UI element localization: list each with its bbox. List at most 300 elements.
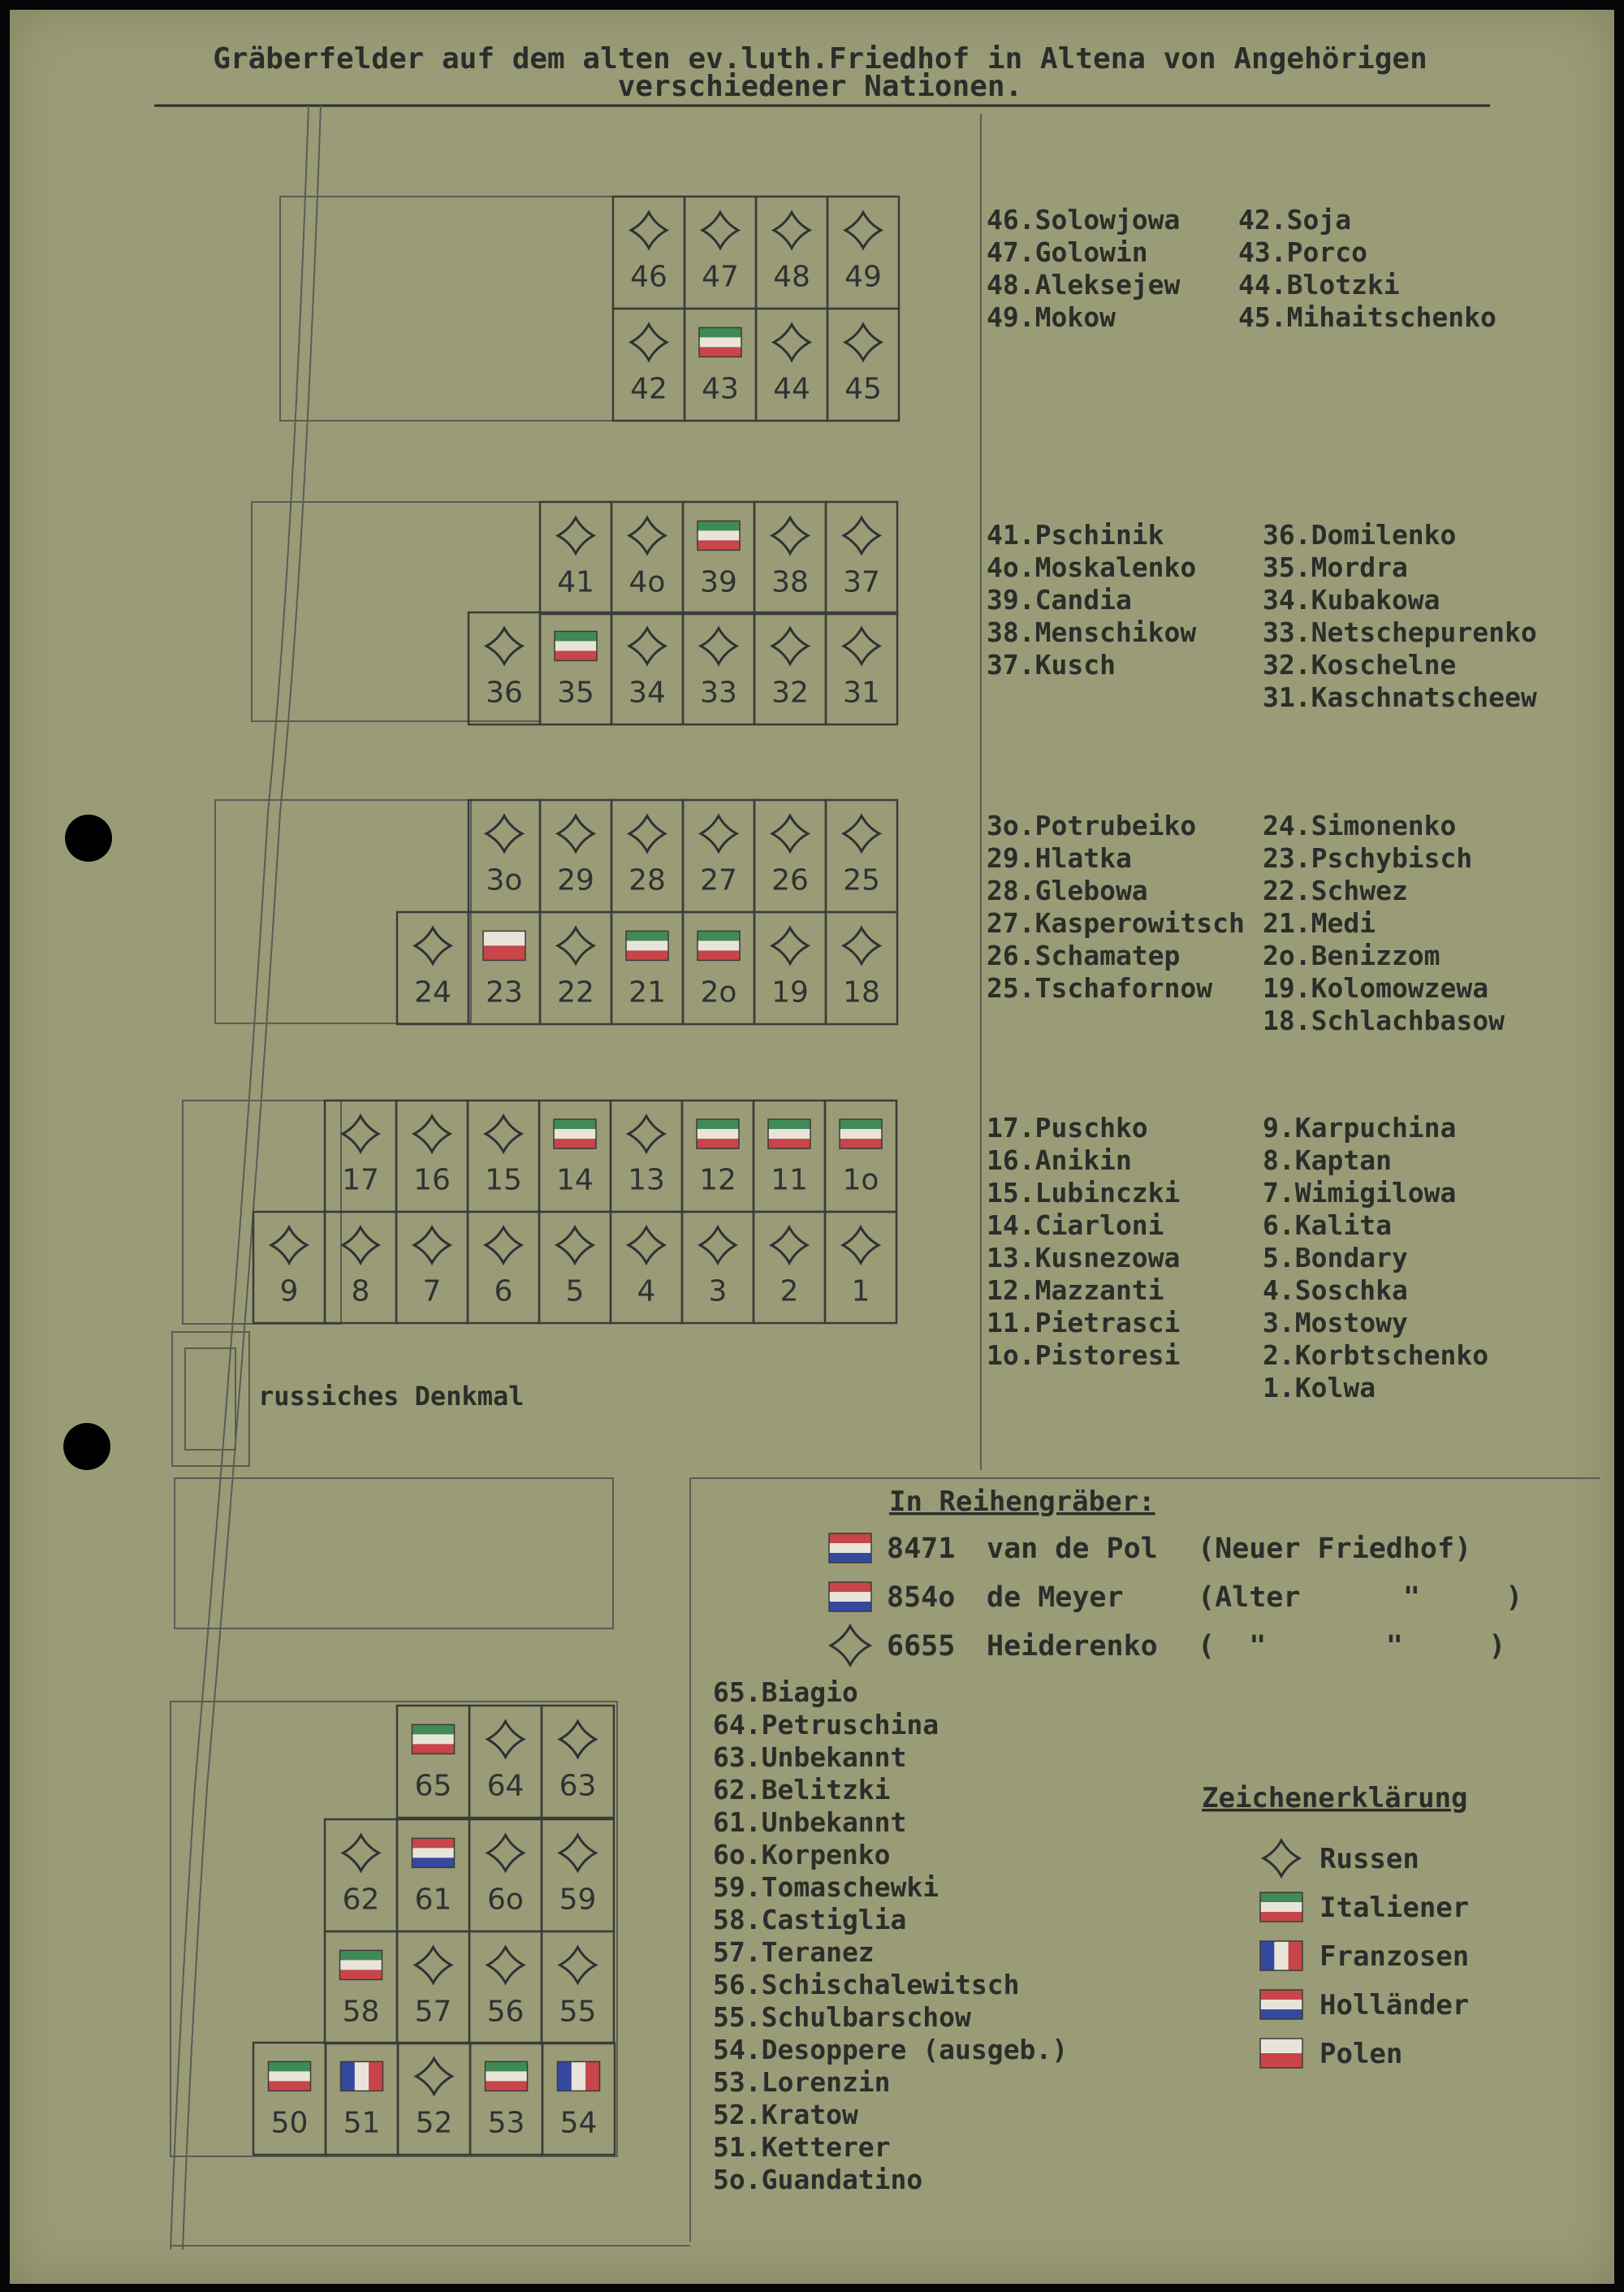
reihengraeber-list: [829, 1533, 1522, 1665]
grave-cell: [397, 1706, 469, 1818]
grave-number: 14: [556, 1163, 594, 1197]
grave-name: 18.Schlachbasow: [1263, 1005, 1505, 1036]
franzosen-flag-icon: [341, 2061, 383, 2091]
grave-name: 5.Bondary: [1263, 1242, 1408, 1274]
grave-name: 34.Kubakowa: [1263, 584, 1440, 616]
legend-label: Italiener: [1320, 1892, 1470, 1924]
russen-marker-icon: [629, 815, 665, 851]
grave-name: 59.Tomaschewki: [713, 1871, 939, 1903]
grave-cell: [754, 1212, 825, 1323]
grave-number: 12: [699, 1163, 736, 1197]
reihengrab-entry: [831, 1626, 1505, 1665]
grave-name: 42.Soja: [1238, 204, 1352, 236]
grave-cell: [611, 612, 683, 724]
grave-number: 36: [486, 676, 523, 710]
grave-cell: [611, 912, 683, 1024]
italiener-flag-icon: [412, 1724, 455, 1754]
grave-name: 7.Wimigilowa: [1263, 1177, 1457, 1209]
grave-cell: [469, 1706, 542, 1818]
grave-cell: [611, 800, 683, 912]
grave-name: 27.Kasperowitsch: [987, 907, 1245, 939]
grave-name: 23.Pschybisch: [1263, 842, 1473, 874]
grave-cell: [469, 912, 540, 1024]
grave-name: 33.Netschepurenko: [1263, 616, 1537, 648]
grave-number: 11: [771, 1163, 808, 1197]
grave-cell: [683, 800, 754, 912]
grave-cell: [682, 1101, 754, 1212]
grave-name: 12.Mazzanti: [987, 1274, 1164, 1306]
grave-number: 27: [700, 863, 737, 897]
russen-marker-icon: [486, 1116, 521, 1152]
legend-label: Polen: [1320, 2038, 1403, 2070]
path-outline: [183, 106, 321, 2250]
grave-name: 43.Porco: [1238, 236, 1367, 268]
russen-marker-icon: [558, 815, 594, 851]
grave-number: 26: [771, 863, 809, 897]
grave-cell: [398, 2043, 470, 2155]
russen-marker-icon: [701, 628, 736, 664]
grave-number: 7: [422, 1274, 442, 1308]
grave-name: 44.Blotzki: [1238, 269, 1400, 301]
russen-marker-icon: [488, 1947, 524, 1983]
grave-name: 52.Kratow: [713, 2099, 858, 2130]
russen-marker-icon: [417, 2058, 452, 2094]
grave-number: 13: [628, 1163, 665, 1197]
grave-name: 56.Schischalewitsch: [713, 1969, 1020, 2000]
russen-marker-icon: [557, 1227, 593, 1263]
path-outline: [171, 106, 309, 2250]
grave-number: 17: [342, 1163, 379, 1197]
grave-number: 29: [557, 863, 594, 897]
grave-cell: [826, 612, 897, 724]
grave-cell: [682, 1212, 754, 1323]
grave-cell: [754, 502, 826, 614]
grave-cell: [683, 502, 754, 614]
russen-marker-icon: [700, 1227, 736, 1263]
grave-name: 3o.Potrubeiko: [987, 810, 1197, 841]
hollaender-flag-icon: [1260, 1990, 1302, 2019]
grave-name: 64.Petruschina: [713, 1709, 939, 1741]
grave-number: 44: [773, 372, 810, 406]
grave-name: 63.Unbekannt: [713, 1741, 907, 1773]
russen-marker-icon: [844, 628, 879, 664]
grave-number: 19: [771, 975, 809, 1010]
grave-name: 46.Solowjowa: [987, 204, 1181, 236]
italiener-flag-icon: [698, 521, 740, 550]
grave-cell: [826, 912, 897, 1024]
franzosen-flag-icon: [1260, 1941, 1302, 1970]
italiener-flag-icon: [626, 931, 668, 960]
grave-number: 63: [559, 1769, 597, 1803]
grave-name: 17.Puschko: [987, 1112, 1148, 1144]
grave-number: 4o: [628, 565, 666, 599]
grave-number: 28: [628, 863, 666, 897]
grave-name: 58.Castiglia: [713, 1904, 907, 1935]
russen-marker-icon: [772, 517, 808, 553]
grave-cell: [754, 1101, 825, 1212]
grave-number: 61: [414, 1883, 452, 1917]
grave-cell: [756, 309, 827, 421]
grave-number: 59: [559, 1883, 597, 1917]
grave-number: 52: [415, 2106, 453, 2140]
grave-number: 21: [628, 975, 666, 1010]
grave-cell: [325, 1819, 397, 1931]
grave-name: van de Pol: [987, 1533, 1158, 1565]
russen-marker-icon: [558, 928, 594, 963]
grave-number: 43: [702, 372, 739, 406]
russen-marker-icon: [701, 815, 736, 851]
grave-name: 15.Lubinczki: [987, 1177, 1181, 1209]
grave-number: 58: [342, 1995, 380, 2029]
grave-register-number: 854o: [887, 1581, 956, 1614]
italiener-flag-icon: [697, 1119, 739, 1148]
grave-number: 37: [843, 565, 880, 599]
russen-marker-icon: [629, 628, 665, 664]
grave-number: 35: [557, 676, 594, 710]
grave-cell: [754, 800, 826, 912]
russen-marker-icon: [486, 628, 522, 664]
legend-item: [1260, 1892, 1469, 1924]
russen-marker-icon: [414, 1227, 450, 1263]
grave-name: 1.Kolwa: [1263, 1372, 1376, 1403]
cemetery-note: ( " " ): [1198, 1630, 1506, 1663]
grave-cell: [826, 800, 897, 912]
grave-name: 9.Karpuchina: [1263, 1112, 1457, 1144]
grave-name: 29.Hlatka: [987, 842, 1132, 874]
section-border: [175, 1478, 613, 1628]
grave-cell: [756, 197, 827, 309]
memorial-label: russiches Denkmal: [258, 1381, 525, 1412]
title-line-1: Gräberfelder auf dem alten ev.luth.Friedhof in Altena von Angehörigen: [213, 42, 1427, 76]
grave-number: 51: [343, 2106, 381, 2140]
grave-name: 51.Ketterer: [713, 2131, 891, 2163]
reihengraeber-heading: In Reihengräber:: [889, 1485, 1155, 1518]
grave-cell: [683, 912, 754, 1024]
grave-cell: [469, 1819, 542, 1931]
russen-marker-icon: [486, 815, 522, 851]
grave-number: 53: [487, 2106, 525, 2140]
grave-cell: [683, 612, 754, 724]
grave-name: 49.Mokow: [987, 301, 1116, 333]
grave-cell: [542, 1819, 614, 1931]
grave-cell: [542, 2043, 615, 2155]
hollaender-flag-icon: [829, 1533, 871, 1563]
grave-name: 61.Unbekannt: [713, 1806, 907, 1838]
section-border: [280, 197, 613, 421]
grave-number: 65: [414, 1769, 452, 1803]
grave-cell: [685, 309, 756, 421]
grave-cell: [396, 1212, 468, 1323]
grave-name: 41.Pschinik: [987, 519, 1164, 551]
russen-marker-icon: [844, 928, 879, 963]
grave-number: 54: [559, 2106, 598, 2140]
grave-cell: [825, 1212, 896, 1323]
franzosen-flag-icon: [558, 2061, 600, 2091]
grave-number: 2: [780, 1274, 799, 1308]
grave-number: 62: [342, 1883, 380, 1917]
grave-name: 6o.Korpenko: [713, 1839, 891, 1870]
grave-cell: [685, 197, 756, 309]
italiener-flag-icon: [698, 931, 740, 960]
grave-cell: [397, 1819, 469, 1931]
grave-number: 33: [700, 676, 737, 710]
russen-marker-icon: [488, 1721, 524, 1757]
grave-number: 3: [708, 1274, 728, 1308]
grave-number: 32: [771, 676, 809, 710]
grave-cell: [611, 1101, 682, 1212]
italiener-flag-icon: [699, 327, 741, 357]
grave-cell: [540, 612, 611, 724]
grave-name: 25.Tschafornow: [987, 972, 1213, 1004]
grave-name: 57.Teranez: [713, 1936, 875, 1968]
legend-label: Holländer: [1320, 1989, 1470, 2022]
grave-number: 45: [844, 372, 882, 406]
grave-number: 50: [270, 2106, 309, 2140]
title-line-2: verschiedener Nationen.: [617, 70, 1023, 103]
memorial-drawing: [172, 1332, 249, 1466]
italiener-flag-icon: [340, 1950, 382, 1979]
grave-number: 39: [700, 565, 737, 599]
russen-marker-icon: [486, 1227, 521, 1263]
grave-number: 5: [565, 1274, 585, 1308]
grave-number: 64: [486, 1769, 525, 1803]
grave-number: 47: [702, 260, 739, 294]
hollaender-flag-icon: [829, 1582, 871, 1611]
grave-cell: [469, 1931, 542, 2043]
grave-number: 23: [486, 975, 523, 1010]
russen-marker-icon: [771, 1227, 807, 1263]
legend-item: [1260, 2038, 1402, 2070]
grave-name: 36.Domilenko: [1263, 519, 1457, 551]
russen-marker-icon: [772, 628, 808, 664]
russen-marker-icon: [774, 212, 810, 248]
hollaender-flag-icon: [412, 1838, 455, 1867]
grave-name: 62.Belitzki: [713, 1774, 891, 1805]
russen-marker-icon: [631, 324, 667, 360]
grave-name: 47.Golowin: [987, 236, 1148, 268]
grave-cell: [540, 800, 611, 912]
grave-cell: [539, 1212, 611, 1323]
grave-cell: [470, 2043, 542, 2155]
legend-label: Russen: [1320, 1843, 1419, 1875]
grave-cell: [397, 912, 469, 1024]
russen-marker-icon: [343, 1227, 378, 1263]
grave-cell: [542, 1706, 614, 1818]
grave-cell: [469, 612, 540, 724]
grave-number: 57: [414, 1995, 452, 2029]
polen-flag-icon: [1260, 2039, 1302, 2068]
russen-marker-icon: [1263, 1840, 1299, 1876]
reihengrab-entry: [829, 1581, 1522, 1614]
grave-cell: [542, 1931, 614, 2043]
grave-name: 14.Ciarloni: [987, 1209, 1164, 1241]
grave-cell: [611, 1212, 682, 1323]
grave-number: 9: [279, 1274, 299, 1308]
grave-cell: [754, 612, 826, 724]
italiener-flag-icon: [486, 2061, 528, 2091]
grave-name: 19.Kolomowzewa: [1263, 972, 1489, 1004]
grave-number: 1: [851, 1274, 870, 1308]
grave-number: 24: [414, 975, 451, 1010]
italiener-flag-icon: [269, 2061, 311, 2091]
grave-cell: [540, 912, 611, 1024]
grave-name: 4o.Moskalenko: [987, 551, 1197, 583]
grave-number: 6o: [487, 1883, 524, 1917]
grave-name: 38.Menschikow: [987, 616, 1197, 648]
grave-number: 31: [843, 676, 880, 710]
italiener-flag-icon: [1260, 1892, 1302, 1922]
russen-marker-icon: [772, 928, 808, 963]
grave-number: 1o: [842, 1163, 879, 1197]
grave-cell: [468, 1212, 539, 1323]
grave-name: 24.Simonenko: [1263, 810, 1457, 841]
grave-number: 16: [413, 1163, 451, 1197]
grave-name: 2o.Benizzom: [1263, 940, 1440, 971]
italiener-flag-icon: [555, 631, 597, 660]
grave-cell: [397, 1931, 469, 2043]
grave-number: 22: [557, 975, 594, 1010]
grave-cell: [613, 197, 685, 309]
legend-item: [1263, 1840, 1419, 1876]
grave-name: 37.Kusch: [987, 649, 1116, 681]
grave-cell: [825, 1101, 896, 1212]
grave-number: 56: [486, 1995, 525, 2029]
russen-marker-icon: [560, 1835, 596, 1870]
grave-name: 3.Mostowy: [1263, 1307, 1408, 1338]
grave-name: 8.Kaptan: [1263, 1144, 1392, 1176]
grave-number: 48: [773, 260, 810, 294]
cemetery-note: (Neuer Friedhof): [1198, 1533, 1472, 1565]
russen-marker-icon: [631, 212, 667, 248]
grave-cell: [827, 197, 899, 309]
legend-heading: Zeichenerklärung: [1202, 1782, 1468, 1814]
russen-marker-icon: [844, 815, 879, 851]
grave-cell: [253, 1212, 325, 1323]
grave-cell: [540, 502, 611, 614]
section-border: [171, 1702, 617, 2156]
grave-name: 26.Schamatep: [987, 940, 1181, 971]
russen-marker-icon: [271, 1227, 307, 1263]
grave-cell: [325, 1101, 396, 1212]
grave-cell: [469, 800, 540, 912]
grave-name: 5o.Guandatino: [713, 2164, 923, 2195]
russen-marker-icon: [844, 517, 879, 553]
russen-marker-icon: [416, 1947, 451, 1983]
grave-name: 45.Mihaitschenko: [1238, 301, 1497, 333]
russen-marker-icon: [628, 1116, 664, 1152]
grave-number: 42: [630, 372, 667, 406]
grave-number: 6: [494, 1274, 513, 1308]
grave-name: 16.Anikin: [987, 1144, 1132, 1176]
grave-cell: [253, 2043, 326, 2155]
russen-marker-icon: [343, 1116, 378, 1152]
grave-number: 3o: [486, 863, 523, 897]
grave-name: 55.Schulbarschow: [713, 2001, 971, 2033]
russen-marker-icon: [414, 1116, 450, 1152]
russen-marker-icon: [774, 324, 810, 360]
grave-cell: [325, 1212, 396, 1323]
grave-cell: [325, 1931, 397, 2043]
grave-number: 46: [630, 260, 667, 294]
legend: [1260, 1840, 1469, 2070]
russen-marker-icon: [772, 815, 808, 851]
grave-name: 2.Korbtschenko: [1263, 1339, 1489, 1371]
grave-cell: [611, 502, 683, 614]
grave-number: 41: [557, 565, 594, 599]
grave-name: 54.Desoppere (ausgeb.): [713, 2034, 1069, 2065]
grave-number: 15: [485, 1163, 522, 1197]
grave-name: 31.Kaschnatscheew: [1263, 681, 1537, 713]
grave-number: 2o: [700, 975, 737, 1010]
grave-name: 28.Glebowa: [987, 875, 1148, 906]
grave-name: 22.Schwez: [1263, 875, 1408, 906]
grave-cell: [539, 1101, 611, 1212]
cemetery-note: (Alter " ): [1198, 1581, 1523, 1614]
grave-name: 48.Aleksejew: [987, 269, 1181, 301]
grave-name: 11.Pietrasci: [987, 1307, 1181, 1338]
russen-marker-icon: [702, 212, 738, 248]
grave-cell: [396, 1101, 468, 1212]
grave-cell: [826, 502, 897, 614]
italiener-flag-icon: [840, 1119, 882, 1148]
grave-register-number: 6655: [887, 1630, 956, 1663]
grave-cell: [613, 309, 685, 421]
grave-number: 4: [637, 1274, 656, 1308]
grave-number: 8: [351, 1274, 370, 1308]
polen-flag-icon: [483, 931, 525, 960]
grave-register-number: 8471: [887, 1533, 956, 1565]
russen-marker-icon: [415, 928, 451, 963]
grave-cell: [827, 309, 899, 421]
grave-name: 35.Mordra: [1263, 551, 1408, 583]
russen-marker-icon: [845, 324, 881, 360]
grave-number: 25: [843, 863, 880, 897]
russen-marker-icon: [560, 1947, 596, 1983]
grave-name: 32.Koschelne: [1263, 649, 1457, 681]
russen-marker-icon: [843, 1227, 879, 1263]
russen-marker-icon: [560, 1721, 596, 1757]
grave-name: 6.Kalita: [1263, 1209, 1392, 1241]
legend-item: [1260, 1989, 1469, 2022]
russen-marker-icon: [831, 1626, 870, 1665]
russen-marker-icon: [343, 1835, 379, 1870]
italiener-flag-icon: [768, 1119, 810, 1148]
russen-marker-icon: [628, 1227, 664, 1263]
grave-name: 65.Biagio: [713, 1676, 858, 1708]
grave-number: 18: [843, 975, 880, 1010]
grave-number: 55: [559, 1995, 597, 2029]
italiener-flag-icon: [554, 1119, 596, 1148]
russen-marker-icon: [845, 212, 881, 248]
grave-name: Heiderenko: [987, 1630, 1158, 1663]
russen-marker-icon: [488, 1835, 524, 1870]
grave-number: 49: [844, 260, 882, 294]
grave-name: 1o.Pistoresi: [987, 1339, 1181, 1371]
reihengrab-entry: [829, 1533, 1471, 1565]
grave-name: de Meyer: [987, 1581, 1124, 1614]
grave-number: 34: [628, 676, 666, 710]
grave-number: 38: [771, 565, 809, 599]
legend-item: [1260, 1940, 1469, 1973]
memorial-drawing: [185, 1348, 235, 1450]
grave-cell: [468, 1101, 539, 1212]
russen-marker-icon: [629, 517, 665, 553]
grave-cell: [754, 912, 826, 1024]
grave-name: 4.Soschka: [1263, 1274, 1408, 1306]
grave-name: 39.Candia: [987, 584, 1132, 616]
russen-marker-icon: [558, 517, 594, 553]
legend-label: Franzosen: [1320, 1940, 1470, 1973]
